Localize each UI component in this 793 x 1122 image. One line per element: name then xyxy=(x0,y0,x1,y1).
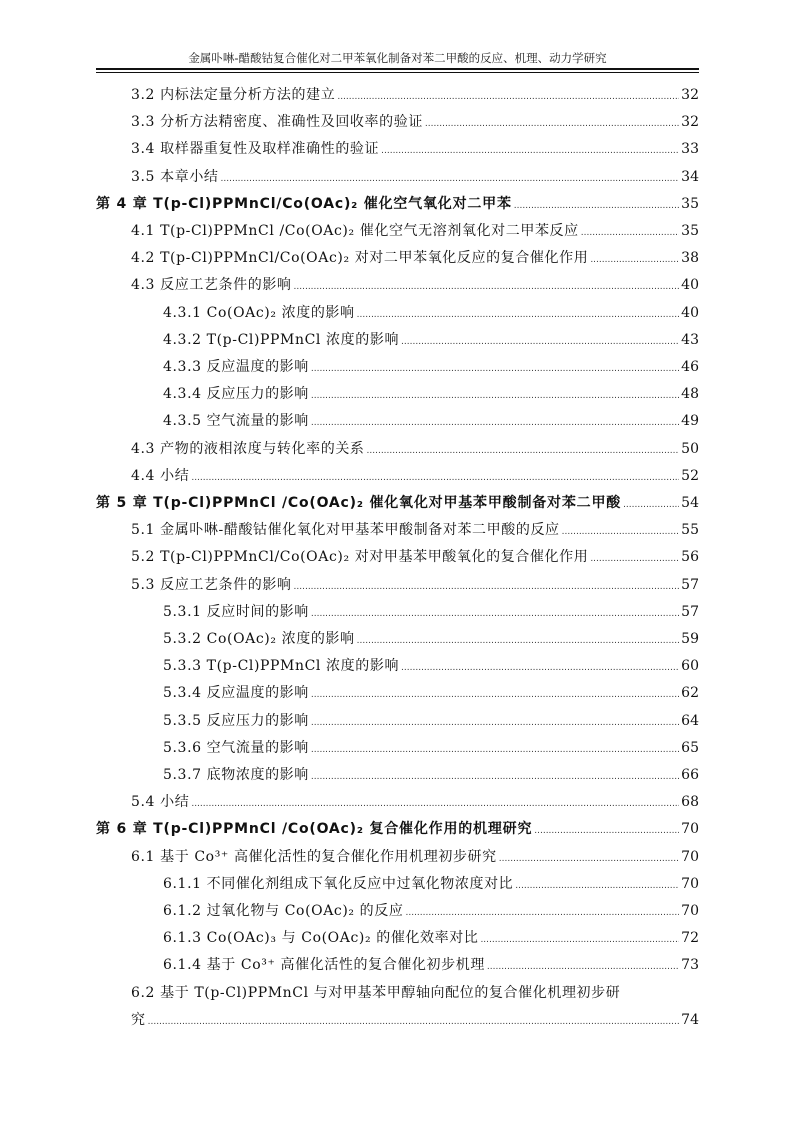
toc-section-entry[interactable] xyxy=(131,84,699,104)
toc-entry-page: 55 xyxy=(681,522,699,539)
toc-entry-label: 5.3.7 底物浓度的影响 xyxy=(163,767,309,783)
toc-entry-label: 第 4 章 T(p-Cl)PPMnCl/Co(OAc)₂ 催化空气氧化对二甲苯 xyxy=(96,195,512,212)
toc-chapter-entry[interactable] xyxy=(96,193,699,213)
toc-section-entry[interactable] xyxy=(131,546,699,566)
toc-section-entry[interactable] xyxy=(131,438,699,458)
toc-entry-page: 40 xyxy=(681,277,699,294)
toc-leader-dots xyxy=(311,745,679,755)
toc-entry-page: 40 xyxy=(681,304,699,321)
toc-section-entry[interactable] xyxy=(163,764,699,784)
toc-entry-page: 70 xyxy=(681,821,699,838)
toc-entry-label: 第 5 章 T(p-Cl)PPMnCl /Co(OAc)₂ 催化氧化对甲基苯甲酸制备对苯二甲酸 xyxy=(96,495,622,511)
toc-section-entry[interactable] xyxy=(163,873,699,893)
toc-section-entry[interactable] xyxy=(163,601,699,621)
toc-entry-page: 34 xyxy=(681,168,699,185)
toc-entry-label: 6.1.2 过氧化物与 Co(OAc)₂ 的反应 xyxy=(163,903,404,919)
toc-entry-page: 60 xyxy=(681,658,699,675)
toc-entry-page: 48 xyxy=(681,386,699,403)
toc-entry-label: 4.3 反应工艺条件的影响 xyxy=(131,277,292,294)
toc-section-entry[interactable] xyxy=(131,220,699,240)
toc-leader-dots xyxy=(191,799,679,809)
toc-leader-dots xyxy=(367,446,680,456)
toc-entry-page: 54 xyxy=(681,495,699,511)
toc-entry-label: 4.3 产物的液相浓度与转化率的关系 xyxy=(131,440,365,457)
toc-section-entry[interactable] xyxy=(131,138,699,158)
toc-entry-page: 32 xyxy=(681,114,699,131)
toc-leader-dots xyxy=(401,337,679,347)
toc-section-entry[interactable] xyxy=(163,710,699,730)
running-header: 金属卟啉-醋酸钴复合催化对二甲苯氧化制备对苯二甲酸的反应、机理、动力学研究 xyxy=(188,51,607,65)
toc-leader-dots xyxy=(514,201,679,211)
toc-leader-dots xyxy=(294,582,680,592)
toc-entry-page: 68 xyxy=(681,794,699,811)
toc-leader-dots xyxy=(534,826,679,836)
toc-section-entry[interactable] xyxy=(163,628,699,648)
toc-entry-label: 4.4 小结 xyxy=(131,467,190,484)
toc-leader-dots xyxy=(311,364,679,374)
toc-entry-page: 70 xyxy=(681,903,699,919)
toc-entry-page: 35 xyxy=(681,223,699,239)
toc-entry-page: 52 xyxy=(681,467,699,484)
toc-leader-dots xyxy=(499,854,679,864)
toc-entry-label: 4.3.5 空气流量的影响 xyxy=(163,413,309,430)
toc-entry-6-2-line1[interactable]: 6.2 基于 T(p-Cl)PPMnCl 与对甲基苯甲醇轴向配位的复合催化机理初步研 xyxy=(131,984,621,1001)
toc-entry-page: 72 xyxy=(681,930,699,947)
toc-leader-dots xyxy=(221,174,680,184)
toc-entry-label: 6.1.4 基于 Co³⁺ 高催化活性的复合催化初步机理 xyxy=(163,957,485,974)
header-rule-thin xyxy=(96,72,699,73)
toc-entry-label: 第 6 章 T(p-Cl)PPMnCl /Co(OAc)₂ 复合催化作用的机理研究 xyxy=(96,821,533,838)
toc-entry-label: 5.3.5 反应压力的影响 xyxy=(163,712,309,729)
toc-entry-page: 50 xyxy=(681,440,699,457)
toc-entry-page: 59 xyxy=(681,631,699,647)
toc-entry-label: 5.1 金属卟啉-醋酸钴催化氧化对甲基苯甲酸制备对苯二甲酸的反应 xyxy=(131,522,560,539)
toc-leader-dots xyxy=(191,473,679,483)
toc-entry-label: 3.5 本章小结 xyxy=(131,168,219,185)
toc-entry-label: 4.2 T(p-Cl)PPMnCl/Co(OAc)₂ 对对二甲苯氧化反应的复合催化作用 xyxy=(131,250,589,267)
toc-entry-page: 64 xyxy=(681,712,699,729)
toc-leader-dots xyxy=(562,527,680,537)
toc-section-entry[interactable] xyxy=(163,329,699,349)
toc-entry-label: 究 xyxy=(131,1011,146,1028)
toc-leader-dots xyxy=(590,255,679,265)
toc-section-entry[interactable] xyxy=(131,247,699,267)
toc-entry-label: 4.3.1 Co(OAc)₂ 浓度的影响 xyxy=(163,304,355,321)
toc-entry-label: 5.3.4 反应温度的影响 xyxy=(163,685,309,702)
toc-leader-dots xyxy=(590,554,679,564)
toc-entry-label: 6.1 基于 Co³⁺ 高催化活性的复合催化作用机理初步研究 xyxy=(131,848,497,865)
toc-section-entry[interactable] xyxy=(163,302,699,322)
toc-entry-label: 3.4 取样器重复性及取样准确性的验证 xyxy=(131,141,380,158)
toc-entry-6-2-line2[interactable] xyxy=(131,1009,699,1029)
toc-section-entry[interactable] xyxy=(131,274,699,294)
toc-leader-dots xyxy=(487,962,679,972)
toc-leader-dots xyxy=(405,908,679,918)
toc-entry-page: 62 xyxy=(681,685,699,702)
toc-entry-page: 38 xyxy=(681,250,699,267)
toc-entry-page: 32 xyxy=(681,87,699,103)
toc-entry-page: 57 xyxy=(681,576,699,593)
header-rule-thick xyxy=(96,68,699,70)
toc-entry-label: 5.3.6 空气流量的影响 xyxy=(163,739,309,756)
toc-entry-label: 5.3.2 Co(OAc)₂ 浓度的影响 xyxy=(163,631,355,647)
toc-section-entry[interactable] xyxy=(163,954,699,974)
toc-leader-dots xyxy=(311,690,679,700)
toc-entry-label: 4.3.4 反应压力的影响 xyxy=(163,386,309,403)
toc-entry-page: 49 xyxy=(681,413,699,430)
toc-leader-dots xyxy=(311,772,679,782)
toc-entry-page: 70 xyxy=(681,875,699,892)
toc-leader-dots xyxy=(480,935,679,945)
toc-section-entry[interactable] xyxy=(163,682,699,702)
toc-entry-page: 66 xyxy=(681,767,699,783)
toc-leader-dots xyxy=(311,391,679,401)
toc-entry-label: 3.3 分析方法精密度、准确性及回收率的验证 xyxy=(131,114,423,131)
toc-leader-dots xyxy=(357,636,680,646)
toc-leader-dots xyxy=(148,1017,680,1027)
toc-section-entry[interactable] xyxy=(131,111,699,131)
toc-entry-page: 70 xyxy=(681,848,699,865)
toc-entry-page: 57 xyxy=(681,603,699,620)
toc-leader-dots xyxy=(401,663,679,673)
toc-section-entry[interactable] xyxy=(131,574,699,594)
toc-entry-label: 5.2 T(p-Cl)PPMnCl/Co(OAc)₂ 对对甲基苯甲酸氧化的复合催化作用 xyxy=(131,549,589,566)
toc-entry-label: 6.1.1 不同催化剂组成下氧化反应中过氧化物浓度对比 xyxy=(163,875,514,892)
toc-chapter-entry[interactable] xyxy=(96,492,699,512)
toc-section-entry[interactable] xyxy=(131,791,699,811)
toc-entry-page: 65 xyxy=(681,739,699,756)
toc-section-entry[interactable] xyxy=(163,383,699,403)
toc-chapter-entry[interactable] xyxy=(96,818,699,838)
toc-entry-label: 4.3.2 T(p-Cl)PPMnCl 浓度的影响 xyxy=(163,331,400,348)
toc-section-entry[interactable] xyxy=(131,519,699,539)
toc-section-entry[interactable] xyxy=(163,737,699,757)
toc-leader-dots xyxy=(623,500,679,510)
toc-section-entry[interactable] xyxy=(163,356,699,376)
toc-section-entry[interactable] xyxy=(131,465,699,485)
toc-leader-dots xyxy=(337,92,679,102)
toc-leader-dots xyxy=(515,881,679,891)
toc-entry-label: 5.3.1 反应时间的影响 xyxy=(163,603,309,620)
toc-leader-dots xyxy=(311,609,679,619)
toc-entry-page: 46 xyxy=(681,359,699,375)
toc-entry-label: 4.3.3 反应温度的影响 xyxy=(163,359,309,375)
toc-section-entry[interactable] xyxy=(163,410,699,430)
toc-entry-page: 33 xyxy=(681,141,699,158)
toc-entry-label: 6.1.3 Co(OAc)₃ 与 Co(OAc)₂ 的催化效率对比 xyxy=(163,930,479,947)
toc-entry-label: 4.1 T(p-Cl)PPMnCl /Co(OAc)₂ 催化空气无溶剂氧化对二甲苯反应 xyxy=(131,223,579,239)
toc-leader-dots xyxy=(294,282,680,292)
toc-section-entry[interactable] xyxy=(163,900,699,920)
toc-entry-label: 5.3.3 T(p-Cl)PPMnCl 浓度的影响 xyxy=(163,658,400,675)
toc-leader-dots xyxy=(425,119,679,129)
toc-entry-page: 43 xyxy=(681,331,699,348)
toc-entry-label: 5.3 反应工艺条件的影响 xyxy=(131,576,292,593)
toc-section-entry[interactable] xyxy=(131,846,699,866)
toc-section-entry[interactable] xyxy=(163,655,699,675)
toc-leader-dots xyxy=(581,228,679,238)
toc-leader-dots xyxy=(381,146,679,156)
toc-entry-page: 35 xyxy=(681,195,699,212)
toc-leader-dots xyxy=(357,310,680,320)
toc-entry-page: 56 xyxy=(681,549,699,566)
toc-section-entry[interactable] xyxy=(131,166,699,186)
toc-entry-label: 5.4 小结 xyxy=(131,794,190,811)
toc-leader-dots xyxy=(311,718,679,728)
toc-entry-page: 73 xyxy=(681,957,699,974)
toc-leader-dots xyxy=(311,418,679,428)
toc-section-entry[interactable] xyxy=(163,927,699,947)
toc-entry-page: 74 xyxy=(681,1011,699,1028)
toc-entry-label: 3.2 内标法定量分析方法的建立 xyxy=(131,87,336,103)
